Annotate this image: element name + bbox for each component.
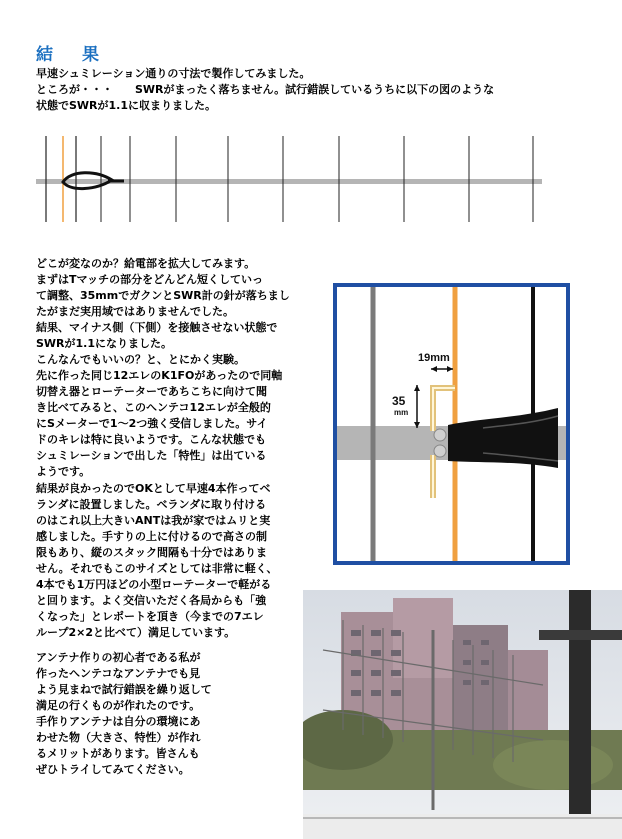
paragraph-line: ぜひトライしてみてください。	[36, 763, 190, 776]
intro-line: 状態でSWRが1.1に収まりました。	[36, 99, 217, 112]
paragraph-line: くなった」とレポートを頂き（今までの7エレ	[36, 610, 264, 623]
page-title: 結 果	[36, 45, 105, 65]
paragraph-line: 4本でも1万円ほどの小型ローテーターで軽がる	[36, 578, 272, 591]
tree	[493, 740, 613, 790]
installation-description	[36, 481, 278, 641]
feed-point-zoom-diagram	[333, 283, 570, 565]
paragraph-line: どこが変なのか？給電部を拡大してみます。	[36, 257, 256, 270]
paragraph-line: き比べてみると、このヘンテコ12エレが全般的	[36, 401, 271, 414]
paragraph-line: ドのキレは特に良いようです。こんな状態でも	[36, 433, 267, 446]
intro-line: ところが・・・ SWRがまったく落ちません。試行錯誤しているうちに以下の図のような	[36, 83, 495, 96]
paragraph-line: るメリットがあります。皆さんも	[36, 747, 200, 760]
paragraph-line: せん。それでもこのサイズとしては非常に軽く、	[36, 562, 278, 575]
paragraph-line: 作ったヘンテコなアンテナでも見	[36, 667, 201, 680]
paragraph-line: にSメーターで1～2つ強く受信しました。サイ	[36, 417, 268, 430]
paragraph-line: よう見まねで試行錯誤を繰り返して	[36, 683, 212, 696]
paragraph-line: ループ2×2と比べて）満足しています。	[36, 626, 236, 639]
paragraph-line: アンテナ作りの初心者である私が	[36, 651, 201, 664]
connector	[434, 445, 446, 457]
antenna-overview-diagram	[36, 124, 556, 234]
balcony-pillar	[569, 590, 591, 839]
paragraph-line: 限もあり、縦のスタック間隔も十分ではありま	[36, 546, 267, 559]
paragraph-line: 満足の行くものが作れたのです。	[36, 699, 201, 712]
paragraph-line: のはこれ以上大きいANTは我が家ではムリと実	[36, 514, 271, 527]
paragraph-line: て調整、35mmでガクンとSWR計の針が落ちまし	[36, 289, 290, 302]
paragraph-line: まずはTマッチの部分をどんどん短くしていっ	[36, 273, 264, 286]
intro-text	[36, 66, 596, 114]
intro-line: 早速シュミレーション通りの寸法で製作してみました。	[36, 67, 311, 80]
paragraph-line: 結果が良かったのでOKとして早速4本作ってベ	[36, 482, 271, 495]
conclusion-text	[36, 650, 212, 778]
paragraph-line: SWRが1.1になりました。	[36, 337, 173, 350]
balcony-roof	[539, 630, 622, 640]
gap-label: 19mm	[418, 352, 450, 364]
antenna-installation-photo	[303, 590, 622, 839]
paragraph-line: と回ります。よく交信いただく各局からも「強	[36, 594, 267, 607]
paragraph-line: 手作りアンテナは自分の環境にあ	[36, 715, 201, 728]
paragraph-line: たがまだ実用域ではありませんでした。	[36, 305, 234, 318]
paragraph-line: 結果、マイナス側（下側）を接触させない状態で	[36, 321, 278, 334]
paragraph-line: ようです。	[36, 465, 91, 478]
paragraph-line: 感しました。手すりの上に付けるので高さの制	[36, 530, 267, 543]
paragraph-line: わせた物（大きさ、特性）が作れ	[36, 731, 201, 744]
length-label-number: 35	[392, 394, 406, 408]
paragraph-line: ランダに設置しました。ベランダに取り付ける	[36, 498, 267, 511]
paragraph-line: こんなんでもいいの？と、とにかく実験。	[36, 353, 245, 366]
feed-point-description	[36, 256, 290, 480]
paragraph-line: シュミレーションで出した「特性」は出ている	[36, 449, 267, 462]
length-label-unit: mm	[394, 408, 409, 417]
connector	[434, 429, 446, 441]
paragraph-line: 切替え器とローテーターであちこちに向けて聞	[36, 385, 267, 398]
paragraph-line: 先に作った同じ12エレのK1FOがあったので同軸	[36, 369, 283, 382]
